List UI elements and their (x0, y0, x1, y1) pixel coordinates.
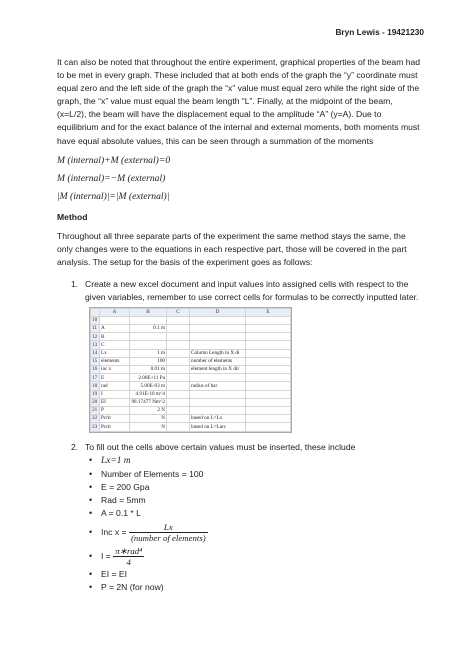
spreadsheet-row-number: 18 (91, 382, 100, 390)
spreadsheet-cell: inc x (100, 366, 130, 374)
spreadsheet-cell (167, 349, 190, 357)
spreadsheet-cell (167, 357, 190, 365)
spreadsheet-row-number: 20 (91, 398, 100, 406)
spreadsheet-cell: 5.00E-03 m (130, 382, 167, 390)
value-text: A = 0.1 * L (101, 508, 141, 519)
values-list-item (57, 481, 422, 494)
spreadsheet-row (91, 325, 291, 333)
spreadsheet-row (91, 333, 291, 341)
spreadsheet-cell (246, 366, 291, 374)
spreadsheet-cell: 2.00E+11 Pa (130, 374, 167, 382)
equation-moment-absolute: |M (internal)|=|M (external)| (57, 191, 170, 203)
spreadsheet-cell: based on L=Larc (190, 423, 246, 431)
spreadsheet-cell: Column Length in X di (190, 349, 246, 357)
spreadsheet-cell (167, 382, 190, 390)
spreadsheet-cell (190, 341, 246, 349)
spreadsheet-row-number: 12 (91, 333, 100, 341)
spreadsheet-cell: element length in X dir (190, 366, 246, 374)
values-list-item (57, 520, 422, 544)
spreadsheet-cell (167, 390, 190, 398)
spreadsheet-cell (167, 316, 190, 324)
values-list-item (57, 468, 422, 481)
spreadsheet-cell: N (130, 423, 167, 431)
spreadsheet-cell (246, 349, 291, 357)
spreadsheet-row (91, 390, 291, 398)
spreadsheet-col-header (91, 308, 100, 316)
spreadsheet-cell: EI (100, 398, 130, 406)
spreadsheet-cell (246, 357, 291, 365)
values-list-item (57, 544, 422, 568)
bullet-icon: • (89, 582, 93, 593)
spreadsheet-cell: Pcrit (100, 423, 130, 431)
bullet-icon: • (89, 551, 93, 562)
method-paragraph: Throughout all three separate parts of the experiment the same method stays the same, the only changes were to the equations in each respective part, those will be covered in the part analysis. The setup for the basis of the experiment goes as follows: (57, 231, 407, 268)
values-list-item (57, 568, 422, 581)
fraction (113, 546, 144, 567)
formula-prefix: Inc x = (101, 527, 129, 538)
spreadsheet-cell: 2 N (130, 406, 167, 414)
values-list-item (57, 581, 422, 594)
spreadsheet-col-header: E (246, 308, 291, 316)
spreadsheet-cell (246, 406, 291, 414)
spreadsheet-row (91, 374, 291, 382)
spreadsheet-cell (167, 374, 190, 382)
spreadsheet-cell (246, 341, 291, 349)
spreadsheet-row-number: 21 (91, 406, 100, 414)
spreadsheet-cell (246, 374, 291, 382)
spreadsheet-cell (167, 406, 190, 414)
spreadsheet-cell: elements (100, 357, 130, 365)
step-text: To fill out the cells above certain values must be inserted, these include (85, 441, 356, 452)
spreadsheet-cell: based on L=Lx (190, 415, 246, 423)
value-text: EI = EI (101, 569, 128, 580)
spreadsheet-cell (246, 333, 291, 341)
spreadsheet-screenshot (89, 307, 292, 433)
bullet-icon: • (89, 494, 93, 505)
spreadsheet-cell (246, 316, 291, 324)
spreadsheet-row (91, 382, 291, 390)
value-text: P = 2N (for now) (101, 582, 164, 593)
spreadsheet-cell: 0.1 m (130, 325, 167, 333)
values-list-item (57, 494, 422, 507)
spreadsheet-cell: C (100, 341, 130, 349)
spreadsheet-row (91, 415, 291, 423)
step-number: 1. (71, 278, 79, 289)
spreadsheet-cell (167, 398, 190, 406)
spreadsheet-cell (246, 382, 291, 390)
spreadsheet-cell (167, 366, 190, 374)
method-step-1 (57, 278, 422, 441)
spreadsheet-cell: Pcrit (100, 415, 130, 423)
bullet-icon: • (89, 569, 93, 580)
spreadsheet-cell (246, 325, 291, 333)
spreadsheet-cell: 1 m (130, 349, 167, 357)
fraction-denominator: (number of elements) (130, 533, 206, 544)
method-steps (57, 278, 422, 454)
spreadsheet-col-header: C (167, 308, 190, 316)
spreadsheet-cell: A (100, 325, 130, 333)
spreadsheet-cell: E (100, 374, 130, 382)
spreadsheet-cell (246, 415, 291, 423)
spreadsheet-cell: I (100, 390, 130, 398)
spreadsheet-cell: 98.17477 Nm^2 (131, 399, 165, 406)
bullet-icon: • (89, 527, 93, 538)
spreadsheet-cell (190, 333, 246, 341)
step-number: 2. (71, 441, 79, 452)
spreadsheet-header-row (91, 308, 291, 316)
document-body (57, 56, 422, 594)
bullet-icon: • (89, 508, 93, 519)
spreadsheet-cell (167, 423, 190, 431)
spreadsheet-cell (246, 398, 291, 406)
spreadsheet-body (91, 316, 291, 431)
spreadsheet-row (91, 398, 291, 406)
spreadsheet-row-number: 11 (91, 325, 100, 333)
spreadsheet-cell: rad (100, 382, 130, 390)
intro-paragraph: It can also be noted that throughout the entire experiment, graphical properties of the beam had to be met in every graph. These included that at both ends of the graph the “y” coordinate must equal zero and the left side of the graph the “x” value must equal zero while the right side of the graph, the “x” value must equal the beam length “L”. Finally, at the midpoint of the beam, (x=L/2), the beam will have the displacement equal to the amplitude “A” (y=A). Due to equilibrium and for the exact balance of the internal and external moments, both moments must have equal absolute values, this can be seen through a summation of the moments (57, 57, 421, 146)
spreadsheet-row-number: 19 (91, 390, 100, 398)
spreadsheet-col-header: B (130, 308, 167, 316)
spreadsheet-cell (167, 325, 190, 333)
value-text: Number of Elements = 100 (101, 468, 204, 479)
equation-moment-sum: M (internal)+M (external)=0 (57, 154, 171, 166)
fraction (129, 522, 208, 543)
spreadsheet-cell: Lx (100, 349, 130, 357)
method-step-2 (57, 441, 422, 454)
spreadsheet-cell (167, 341, 190, 349)
spreadsheet-cell: 0.01 m (130, 366, 167, 374)
bullet-icon: • (89, 468, 93, 479)
spreadsheet-row (91, 349, 291, 357)
spreadsheet-cell (167, 415, 190, 423)
method-heading: Method (57, 212, 88, 223)
spreadsheet-cell: 4.91E-10 m^4 (130, 390, 167, 398)
spreadsheet-row (91, 423, 291, 431)
spreadsheet-row-number: 22 (91, 415, 100, 423)
spreadsheet-cell (246, 390, 291, 398)
spreadsheet-row-number: 14 (91, 349, 100, 357)
spreadsheet-cell (190, 390, 246, 398)
spreadsheet-col-header: A (100, 308, 130, 316)
value-math: Lx=1 m (101, 455, 131, 466)
spreadsheet-row-number: 17 (91, 374, 100, 382)
spreadsheet-cell (190, 406, 246, 414)
spreadsheet-cell (130, 316, 167, 324)
page-header-author: Bryn Lewis - 19421230 (335, 27, 424, 37)
step-text: Create a new excel document and input values into assigned cells with respect to the given variables, remember to use correct cells for formulas to be correctly inputted later. (85, 278, 419, 302)
spreadsheet-cell: N (130, 415, 167, 423)
spreadsheet-cell (190, 316, 246, 324)
spreadsheet-cell: radius of bar (190, 382, 246, 390)
spreadsheet-row (91, 406, 291, 414)
equation-moment-negation: M (internal)=−M (external) (57, 172, 166, 184)
spreadsheet-cell (190, 398, 246, 406)
spreadsheet-cell (190, 325, 246, 333)
spreadsheet-cell: P (100, 406, 130, 414)
spreadsheet-row (91, 316, 291, 324)
spreadsheet-cell (190, 374, 246, 382)
spreadsheet-row-number: 15 (91, 357, 100, 365)
spreadsheet-row-number: 23 (91, 423, 100, 431)
spreadsheet-cell: B (100, 333, 130, 341)
spreadsheet-cell (100, 316, 130, 324)
fraction-denominator: 4 (113, 556, 144, 567)
spreadsheet-row-number: 16 (91, 366, 100, 374)
values-list-item (57, 454, 422, 468)
spreadsheet-row-number: 10 (91, 316, 100, 324)
spreadsheet-cell (167, 333, 190, 341)
values-list-item (57, 507, 422, 520)
spreadsheet-cell: 100 (130, 357, 167, 365)
spreadsheet-row (91, 366, 291, 374)
spreadsheet-cell: number of elements (190, 357, 246, 365)
value-text: Rad = 5mm (101, 494, 146, 505)
spreadsheet-cell (246, 423, 291, 431)
spreadsheet-row (91, 341, 291, 349)
bullet-icon: • (89, 481, 93, 492)
spreadsheet-row-number: 13 (91, 341, 100, 349)
spreadsheet-row (91, 357, 291, 365)
formula-prefix: I = (101, 551, 114, 562)
spreadsheet-cell (130, 341, 167, 349)
spreadsheet-col-header: D (190, 308, 246, 316)
spreadsheet-cell (130, 333, 167, 341)
values-list (57, 454, 422, 595)
fraction-numerator: π∗rad⁴ (115, 546, 143, 557)
value-text: E = 200 Gpa (101, 481, 150, 492)
fraction-numerator: Lx (163, 522, 173, 533)
bullet-icon: • (89, 454, 93, 465)
